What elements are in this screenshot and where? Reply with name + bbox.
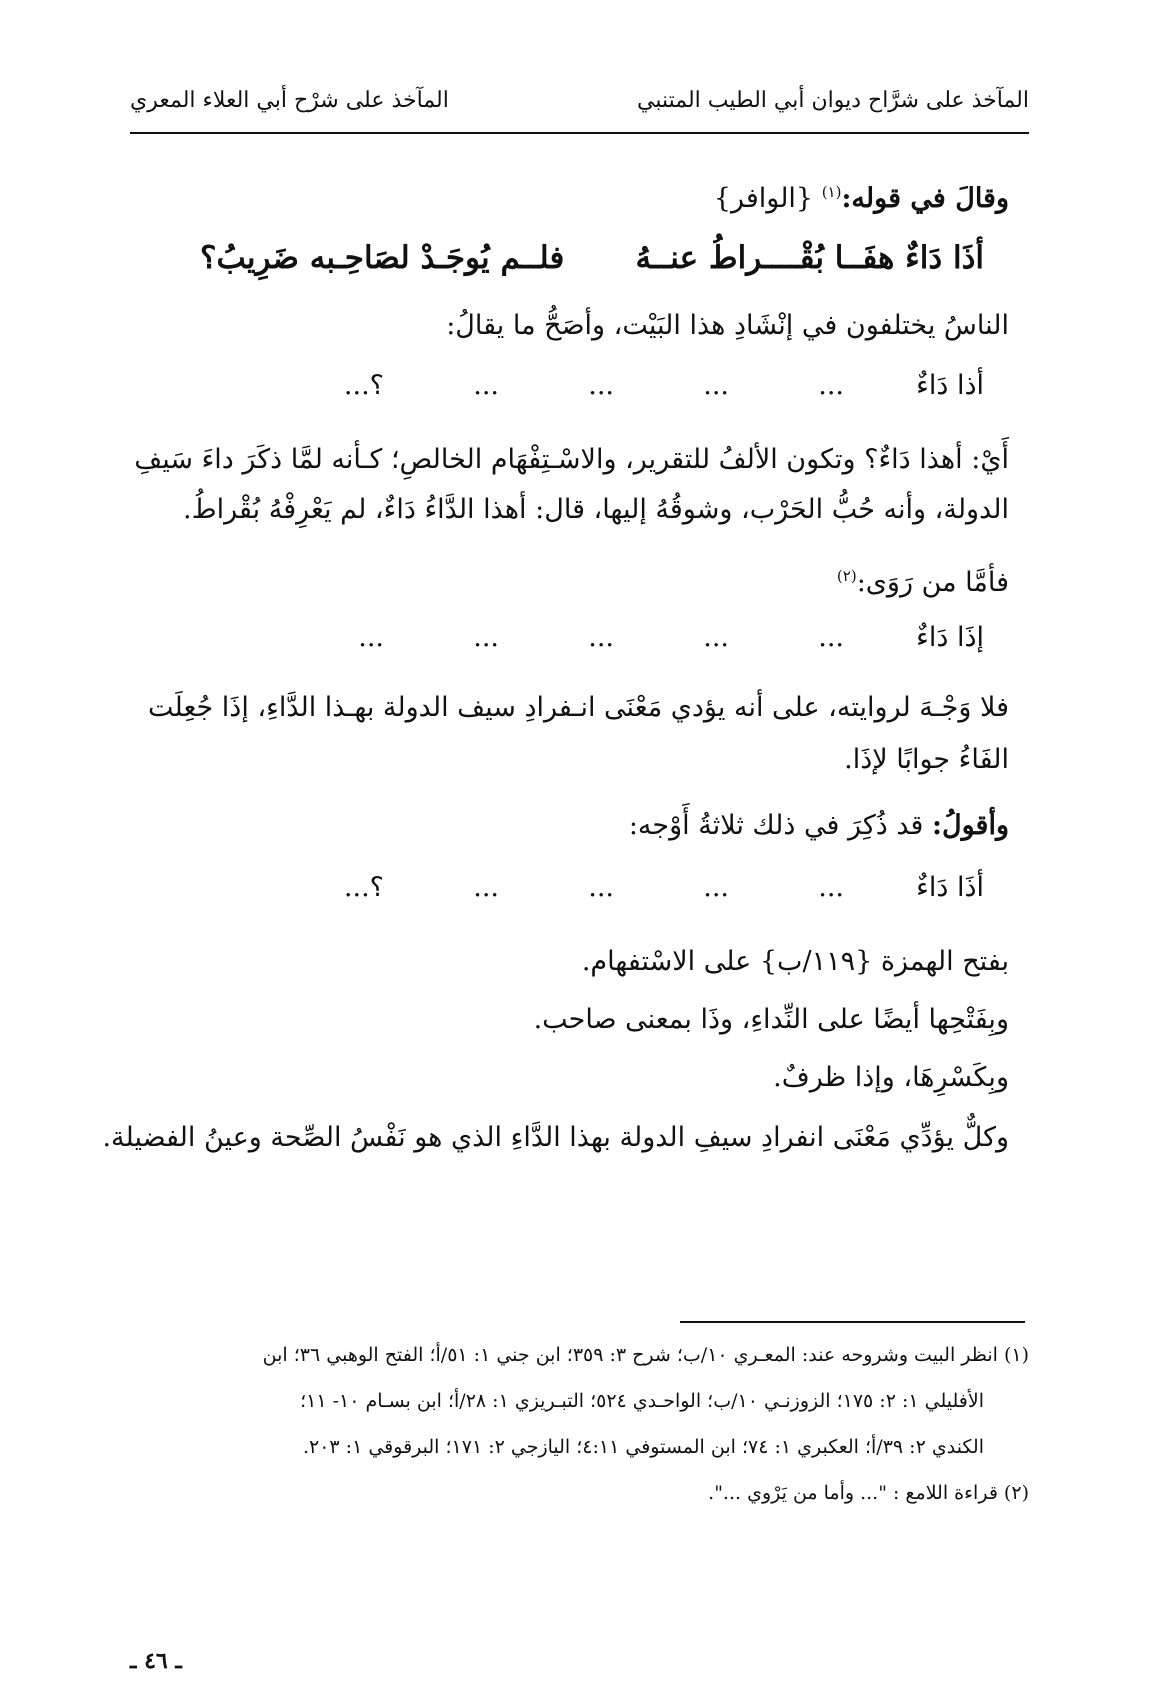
body-line-10: وبِكَسْرِهَا، وإذا ظرفٌ. [773, 1062, 1009, 1093]
ellipsis-dots: ... [588, 370, 614, 401]
footnote-ref-1: (١) [821, 183, 842, 201]
ellipsis-dots: ... [703, 872, 729, 903]
header-book-title: المآخذ على شرَّاح ديوان أبي الطيب المتنبي [637, 88, 1029, 113]
ellipsis-word: أذا دَاءٌ [916, 370, 984, 401]
ellipsis-dots: ... [358, 622, 384, 653]
footnote-1-line-2: الأفليلي ١: ٢: ١٧٥؛ الزوزنـي ١٠/ب؛ الواحـدي ٥٢٤؛ التبـريزي ١: ٢٨/أ؛ ابن بسـام ١٠- ١١؛ [300, 1390, 984, 1412]
footnote-ref-2: (٢) [836, 567, 857, 585]
poem-verse [200, 240, 984, 288]
ellipsis-dots: ... [703, 622, 729, 653]
intro-line [140, 172, 1009, 219]
ellipsis-line-3 [244, 872, 984, 912]
ellipsis-dots: ... [588, 872, 614, 903]
ellipsis-line-2 [244, 622, 984, 662]
ellipsis-word: إذَا دَاءٌ [916, 622, 984, 653]
intro-lead: وقالَ في قوله: [841, 183, 1009, 214]
body-line-2: أَيْ: أهذا دَاءٌ؟ وتكون الألفُ للتقرير، والاسْـتِفْهَام الخالصِ؛ كـأنه لمَّا ذكَرَ داءَ سَيفِ [134, 444, 1009, 475]
header-section-title: المآخذ على شرْح أبي العلاء المعري [130, 88, 449, 113]
body-line-11: وكلٌّ يؤدِّي مَعْنَى انفرادِ سيفِ الدولة بهذا الدَّاءِ الذي هو نَفْسُ الصِّحة وعينُ الفضيلة. [102, 1122, 1009, 1153]
body-line-4-text: فأمَّا من رَوَى: [856, 567, 1009, 598]
body-line-1: الناسُ يختلفون في إنْشَادِ هذا البَيْت، وأصَحُّ ما يقالُ: [446, 310, 1009, 341]
ellipsis-dots: ... [473, 622, 499, 653]
ellipsis-dots: ... [818, 872, 844, 903]
verse-second-hemistich: فلــم يُوجَـدْ لصَاحِـبه ضَرِيبُ؟ [200, 240, 565, 276]
body-line-3: الدولة، وأنه حُبُّ الحَرْب، وشوقُهُ إليها، قال: أهذا الدَّاءُ دَاءٌ، لم يَعْرِفْهُ بُقْراطُ. [183, 494, 1009, 525]
ellipsis-dots: ؟... [343, 872, 384, 903]
footnote-1-line-1: (١) انظر البيت وشروحه عند: المعـري ١٠/ب؛ شرح ٣: ٣٥٩؛ ابن جني ١: ٥١/أ؛ الفتح الوهبي ٣٦؛ ابن [262, 1344, 1029, 1366]
body-line-7-text: قد ذُكِرَ في ذلك ثلاثةُ أَوْجه: [628, 810, 933, 841]
header-rule [130, 132, 1029, 134]
ellipsis-dots: ... [473, 872, 499, 903]
verse-first-hemistich: أذَا دَاءٌ هفَــا بُقْــــراطُ عنــهُ [635, 240, 984, 276]
body-line-6: الفَاءُ جوابًا لإذَا. [844, 744, 1009, 775]
ellipsis-dots: ... [818, 622, 844, 653]
footnote-2: (٢) قراءة اللامع : "... وأما من يَرْوي ...". [708, 1482, 1029, 1504]
footnote-1-line-3: الكندي ٢: ٣٩/أ؛ العكبري ١: ٧٤؛ ابن المستوفي ٤:١١؛ اليازجي ٢: ١٧١؛ البرقوقي ١: ٢٠٣. [302, 1436, 984, 1458]
meter-label: {الوافر} [713, 183, 822, 214]
footnote-rule [680, 1321, 1025, 1323]
body-line-7 [140, 806, 1009, 846]
body-line-8: بفتح الهمزة {١١٩/ب} على الاسْتفهام. [581, 946, 1009, 977]
ellipsis-dots: ... [818, 370, 844, 401]
ellipsis-word: أذَا دَاءٌ [916, 872, 984, 903]
ellipsis-dots: ؟... [343, 370, 384, 401]
page-number: ـ ٤٦ ـ [130, 1648, 182, 1674]
body-line-9: وبِفَتْحِها أيضًا على النِّداءِ، وذَا بمعنى صاحب. [533, 1004, 1009, 1035]
body-line-5: فلا وَجْـهَ لروايته، على أنه يؤدي مَعْنَى انـفرادِ سيف الدولة بهـذا الدَّاءِ، إذَا جُعِلَت [148, 692, 1009, 723]
ellipsis-dots: ... [588, 622, 614, 653]
ellipsis-dots: ... [703, 370, 729, 401]
body-line-4 [140, 556, 1009, 603]
ellipsis-dots: ... [473, 370, 499, 401]
ellipsis-line-1 [244, 370, 984, 410]
running-header [130, 88, 1029, 130]
aqulu-bold: وأقولُ: [932, 810, 1009, 841]
